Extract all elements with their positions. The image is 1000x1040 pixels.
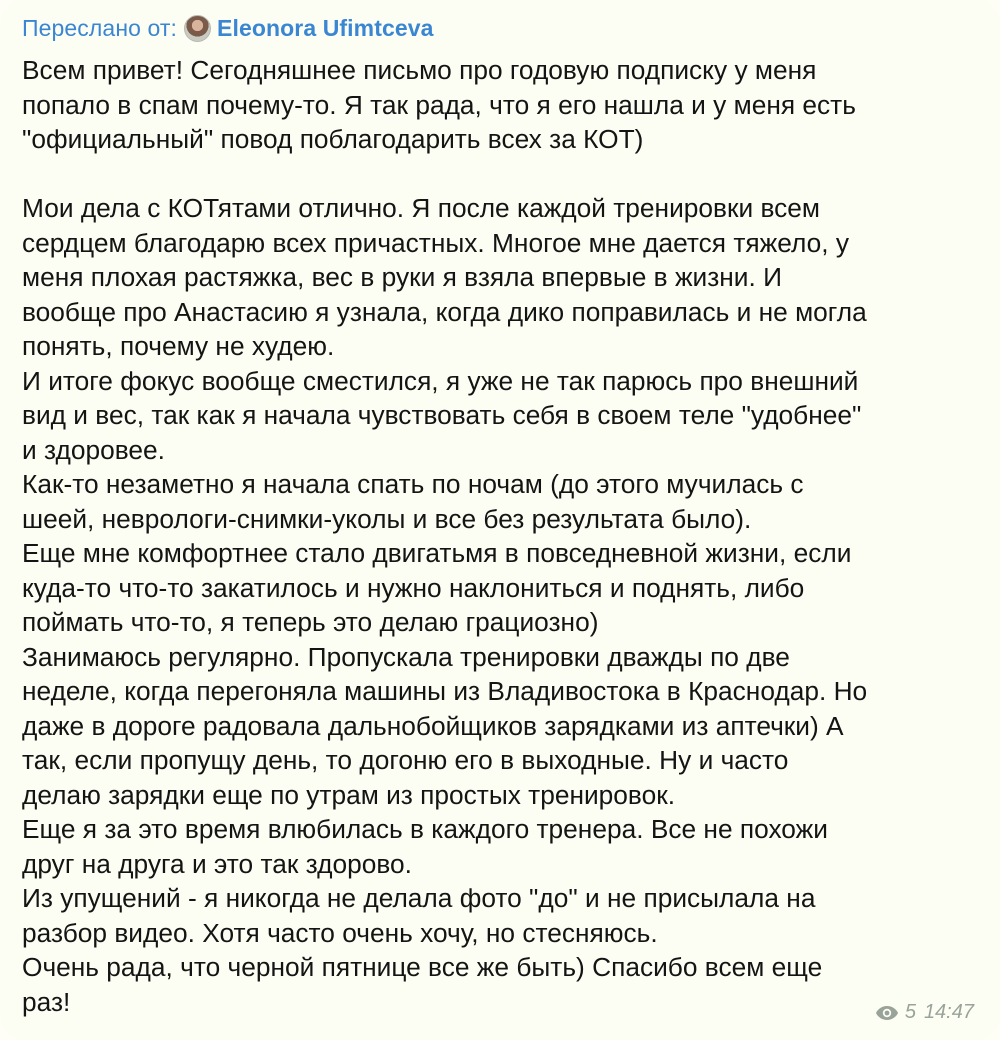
message-line: куда-то что-то закатилось и нужно наклониться и поднять, либо xyxy=(22,572,805,603)
forwarded-author-name[interactable]: Eleonora Ufimtceva xyxy=(217,14,434,41)
message-line: Еще я за это время влюбилась в каждого тренера. Все не похожи xyxy=(22,814,828,844)
eye-icon xyxy=(875,1005,899,1021)
message-time: 14:47 xyxy=(923,1001,974,1023)
message-line: так, если пропущу день, то догоню его в выходные. Ну и часто xyxy=(22,745,789,775)
message-line: разбор видео. Хотя часто очень хочу, но стесняюсь. xyxy=(22,917,658,948)
message-line: Очень рада, что черной пятнице все же быть) Спасибо всем еще xyxy=(22,952,823,982)
message-line: Еще мне комфортнее стало двигатьмя в повседневной жизни, если xyxy=(22,538,852,568)
message-line: поймать что-то, я теперь это делаю грациозно) xyxy=(22,607,599,637)
views-count: 5 xyxy=(904,1001,916,1023)
message-line: меня плохая растяжка, вес в руки я взяла впервые в жизни. И xyxy=(22,262,783,292)
message-line: Из упущений - я никогда не делала фото "до" и не присылала на xyxy=(22,883,816,913)
message-line: шеей, неврологи-снимки-уколы и все без результата было). xyxy=(22,503,752,534)
message-line: даже в дороге радовала дальнобойщиков зарядками из аптечки) А xyxy=(22,710,844,741)
message-line: И итоге фокус вообще сместился, я уже не так парюсь про внешний xyxy=(22,365,859,396)
author-avatar[interactable] xyxy=(184,15,211,42)
message-line: друг на друга и это так здорово. xyxy=(22,848,412,879)
message-line: вид и вес, так как я начала чувствовать себя в своем теле "удобнее" xyxy=(22,400,862,430)
forwarded-label: Переслано от: xyxy=(22,14,178,41)
message-line: Как-то незаметно я начала спать по ночам (до этого мучилась с xyxy=(22,469,804,499)
message-line: "официальный" повод поблагодарить всех за КОТ) xyxy=(22,124,644,154)
message-meta xyxy=(875,1001,974,1024)
message-line: раз! xyxy=(22,986,71,1017)
message-text xyxy=(22,53,980,1019)
message-line: неделе, когда перегоняла машины из Владивостока в Краснодар. Но xyxy=(22,676,868,706)
message-line: вообще про Анастасию я узнала, когда дико поправилась и не могла xyxy=(22,296,867,327)
message-line: и здоровее. xyxy=(22,434,165,465)
message-line xyxy=(22,157,980,192)
message-line: сердцем благодарю всех причастных. Многое мне дается тяжело, у xyxy=(22,227,850,258)
message-line: Мои дела с КОТятами отлично. Я после каждой тренировки всем xyxy=(22,193,821,223)
message-line: делаю зарядки еще по утрам из простых тренировок. xyxy=(22,779,676,810)
message-line: попало в спам почему-то. Я так рада, что я его нашла и у меня есть xyxy=(22,89,856,120)
message-line: понять, почему не худею. xyxy=(22,331,335,361)
message-line: Всем привет! Сегодняшнее письмо про годовую подписку у меня xyxy=(22,55,817,85)
forwarded-header[interactable] xyxy=(22,8,980,48)
message-line: Занимаюсь регулярно. Пропускала тренировки дважды по две xyxy=(22,641,790,672)
